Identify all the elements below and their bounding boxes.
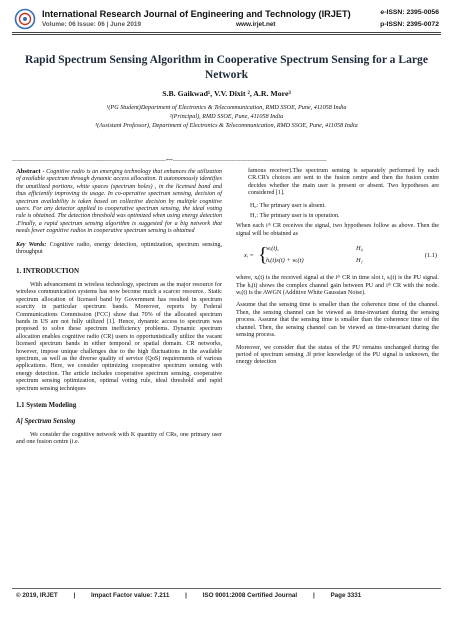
p-issn: p-ISSN: 2395-0072 (380, 21, 439, 28)
footer-impact-factor: Impact Factor value: 7.211 (91, 592, 170, 599)
equation-number: (1.1) (424, 252, 437, 260)
spectrum-sensing-paragraph: We consider the cognitive network with K quantity of CRs, one primary user and one fusion centre (i.e. (16, 431, 222, 446)
header-rule-top (12, 32, 441, 33)
page-footer (16, 592, 437, 599)
footer-rule (12, 588, 441, 589)
equation-condition-2: H₁ (356, 257, 363, 265)
hypothesis-h1: H₁: The primary user is in operation. (250, 213, 340, 220)
equation-case-2: hᵢ(t)s(t) + wᵢ(t) (266, 257, 304, 265)
equation-case-1: wᵢ(t), (266, 245, 279, 253)
paper-title: Rapid Spectrum Sensing Algorithm in Cooperative Spectrum Sensing for a Large Network (25, 53, 428, 81)
hypothesis-h0: H₀: The primary user is absent. (250, 202, 326, 209)
e-issn: e-ISSN: 2395-0056 (380, 9, 439, 16)
journal-header (0, 0, 453, 42)
paper-authors: S.B. Gaikwad¹, V.V. Dixit ², A.R. More³ (162, 89, 291, 98)
header-rule-bottom (12, 34, 441, 35)
intro-paragraph: With advancement in wireless technology, spectrum as the major resource for wireless communication systems has now become much a scarcer resource.. Static spectrum allocation of licensed band by Government has resulted in spectrum scarcity in particular spectrum bands. Moreover, reports by Federal Communications Commission (FCC) show that 70% of the allocated spectrum bands in US are not fully utilized [1]. Hence, dynamic access to spectrum was proposed to solve these spectrum inefficiency problems. Dynamic spectrum allocation enables cognitive radio (CR) users to opportunistically utilize the vacant licensed spectrum bands in either temporal or spatial domain. CR networks, however, impose unique challenges due to the high fluctuations in the available spectrum, as well as the diverse quality of service (QoS) requirements of various applications. Here, we consider optimizing cooperative spectrum sensing with energy detection. The article includes cooperative spectrum sensing, cooperative spectrum sensing optimization, optimal voting rule, ideal threshold and rapid spectrum sensing techniques (16, 281, 222, 392)
status-paragraph: Moreover, we consider that the status of the PU remains unchanged during the period of spectrum sensing .If prior knowledge of the PU signal is unknown, the energy detection (236, 344, 439, 366)
affiliation-2: ²(Principal), RMD SSOE, Pune, 411058 India (169, 113, 284, 120)
abstract-label: Abstract - (16, 168, 45, 175)
keywords-label: Key Words: (16, 241, 47, 248)
equation-1-1 (236, 243, 439, 269)
equation-lhs: xᵢ = (244, 252, 254, 260)
irjet-logo-icon (14, 8, 36, 30)
left-column (16, 168, 222, 452)
footer-separator: | (73, 592, 76, 599)
where-paragraph: where, xᵢ(t) is the received signal at the iᵗʰ CR in time slot t, sᵢ(t) is the PU signal. The hᵢ(t) shows the complex channel gain between PU and iᵗʰ CR with the node. wᵢ(t) is the AWGN (Additive White Gaussian Noise). (236, 275, 439, 297)
footer-page-number: Page 3331 (330, 592, 362, 599)
intro-heading: 1. INTRODUCTION (16, 267, 80, 276)
footer-separator: | (312, 592, 315, 599)
footer-copyright: © 2019, IRJET (16, 592, 58, 599)
signal-intro: When each iᵗʰ CR receives the signal, two hypotheses follow as above. Then the signal will be obtained as (236, 223, 439, 237)
assumption-paragraph: Assume that the sensing time is smaller than the coherence time of the channel. Then, the sensing channel can be viewed as time-invariant during the sensing process. Assume that the sensing time is smaller than the coherence time of the channel. Then, the sensing channel can be viewed as time-invariant during the sensing process. (236, 302, 439, 339)
journal-website[interactable]: www.irjet.net (236, 21, 276, 28)
journal-title: International Research Journal of Engineering and Technology (IRJET) (42, 9, 351, 19)
spectrum-sensing-heading: A] Spectrum Sensing (16, 418, 76, 426)
keywords (16, 242, 222, 257)
footer-separator: | (185, 592, 187, 599)
right-column (236, 168, 439, 372)
continuation-paragraph: famous receiver).The spectrum sensing is separately performed by each CR.CR's choices are sent to the fusion centre and then the fusion centre decides whether the main user is present or absent. Two hypotheses are considered [1]. (248, 168, 439, 197)
system-modeling-heading: 1.1 System Modeling (16, 401, 77, 409)
footer-iso: ISO 9001:2008 Certified Journal (202, 592, 298, 599)
section-separator: ---------------------------------------------------------------------------------------------------------***--------------------------------------------------------------------------------------------------------- (12, 159, 327, 164)
abstract (16, 168, 222, 236)
keywords-text: Cognitive radio, energy detection, optimization, spectrum sensing, throughput (16, 241, 222, 256)
abstract-text: Cognitive radio is an emerging technology that enhances the utilization of available spectrum through dynamic access allocation. It autonomously identifies the unutilized portions, white spaces (spectrum holes) , in the licensed band and thus efficiently improving its usage. In co-operative spectrum sensing, decision of spectrum availability is taken based on collective decision by multiple cognitive users. For any detector applied to cooperative spectrum sensing, the ideal voting rule is obtained. The detection threshold was optimized when using energy detection .Finally, a rapid spectrum sensing algorithm is suggested for a big network that needs fewer cognitive radios in cooperative spectrum sensing is obtained (16, 169, 222, 235)
equation-condition-1: H₀ (356, 245, 363, 253)
affiliation-1: ¹(PG Student)Department of Electronics & Telecommunication, RMD SSOE, Pune, 411058 India (106, 104, 347, 111)
equation-brace: { (258, 244, 268, 267)
volume-line: Volume: 06 Issue: 06 | June 2019 (42, 21, 141, 28)
affiliation-3: ³(Assistant Professor), Department of Electronics & Telecommunication, RMD SSOE, Pune, 411058 India (95, 122, 358, 129)
